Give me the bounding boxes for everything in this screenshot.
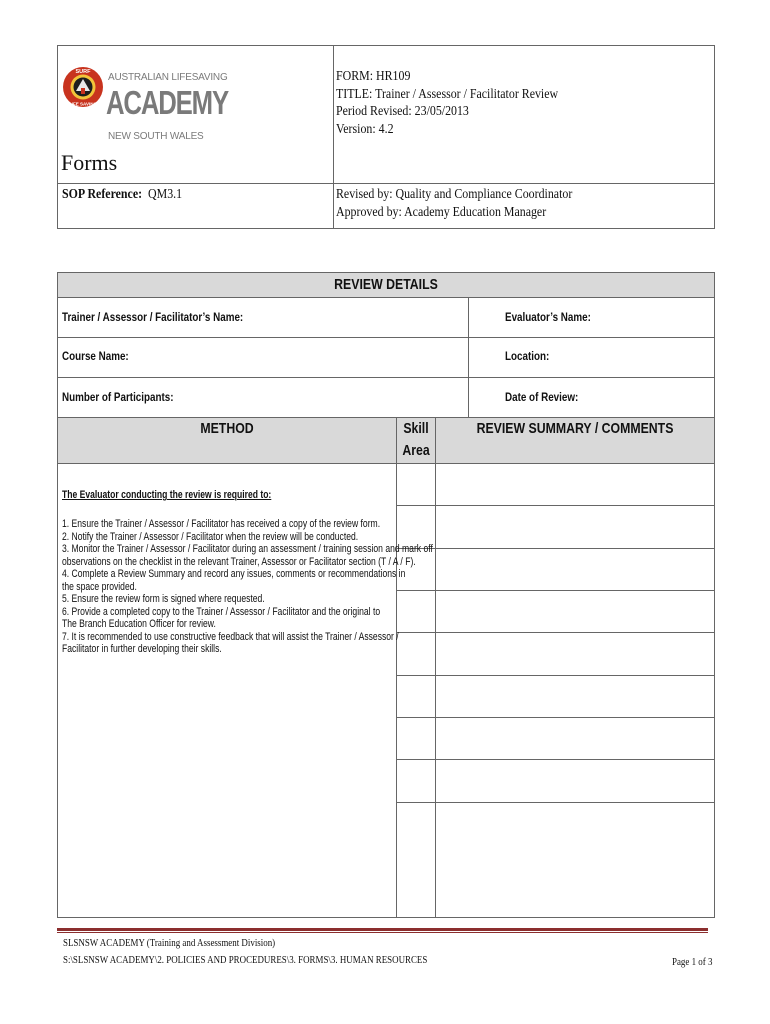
instruction-item: the space provided. bbox=[62, 580, 137, 593]
svg-text:LIFE SAVING: LIFE SAVING bbox=[69, 101, 97, 107]
form-number: FORM: HR109 bbox=[336, 69, 411, 84]
instruction-item: 3. Monitor the Trainer / Assessor / Facilitator during an assessment / training session and mark off bbox=[62, 543, 433, 555]
row-divider bbox=[57, 377, 715, 378]
svg-text:SURF: SURF bbox=[75, 69, 91, 75]
instruction-item: 1. Ensure the Trainer / Assessor / Facilitator has received a copy of the review form. bbox=[62, 518, 381, 530]
sop-reference-value: QM3.1 bbox=[148, 187, 183, 202]
instruction-item: 5. Ensure the review form is signed where requested. bbox=[62, 593, 265, 605]
instruction-item: 7. It is recommended to use constructive feedback that will assist the Trainer / Assessor / bbox=[62, 630, 399, 643]
page-number: Page 1 of 3 bbox=[672, 957, 713, 968]
academy-logo-seal bbox=[62, 66, 104, 108]
sop-reference bbox=[62, 186, 182, 204]
participants-label: Number of Participants: bbox=[62, 390, 174, 404]
row-divider bbox=[57, 463, 715, 464]
skill-area-header-line1: Skill bbox=[403, 420, 429, 437]
sop-reference-label: SOP Reference: bbox=[62, 187, 143, 202]
forms-label: Forms bbox=[61, 150, 118, 175]
footer-path: S:\SLSNSW ACADEMY\2. POLICIES AND PROCEDURES\3. FORMS\3. HUMAN RESOURCES bbox=[63, 955, 428, 966]
header-divider-horizontal bbox=[58, 183, 714, 184]
instruction-item: 2. Notify the Trainer / Assessor / Facilitator when the review will be conducted. bbox=[62, 530, 359, 543]
instruction-item: The Branch Education Officer for review. bbox=[62, 618, 216, 630]
period-revised: Period Revised: 23/05/2013 bbox=[336, 104, 469, 119]
instruction-item: observations on the checklist in the relevant Trainer, Assessor or Facilitator section (T / A / F). bbox=[62, 555, 416, 568]
logo-main-text: ACADEMY bbox=[106, 84, 228, 121]
form-title: TITLE: Trainer / Assessor / Facilitator Review bbox=[336, 86, 559, 102]
instructions-list bbox=[62, 518, 433, 656]
header-divider-vertical bbox=[333, 46, 334, 228]
method-column-header: METHOD bbox=[200, 420, 254, 437]
review-details-heading: REVIEW DETAILS bbox=[334, 276, 438, 293]
comment-row-divider bbox=[396, 590, 715, 591]
evaluator-name-label: Evaluator’s Name: bbox=[505, 310, 591, 324]
instruction-item: Facilitator in further developing their skills. bbox=[62, 643, 222, 655]
skill-column-right-divider bbox=[435, 417, 436, 918]
revision-info bbox=[336, 186, 572, 221]
instruction-item: 6. Provide a completed copy to the Trainer / Assessor / Facilitator and the original to bbox=[62, 605, 381, 618]
form-version: Version: 4.2 bbox=[336, 121, 394, 137]
comment-row-divider bbox=[396, 632, 715, 633]
footer-rule bbox=[57, 928, 708, 933]
revised-by: Revised by: Quality and Compliance Coordinator bbox=[336, 187, 573, 202]
comment-row-divider bbox=[396, 717, 715, 718]
comment-row-divider bbox=[396, 675, 715, 676]
footer-division: SLSNSW ACADEMY (Training and Assessment Division) bbox=[63, 938, 276, 949]
course-name-label: Course Name: bbox=[62, 349, 129, 363]
comment-row-divider bbox=[396, 548, 715, 549]
comment-row-divider bbox=[396, 759, 715, 760]
skill-column-left-divider bbox=[396, 417, 397, 918]
field-column-divider bbox=[468, 297, 469, 417]
form-meta bbox=[336, 68, 558, 138]
comment-row-divider bbox=[396, 505, 715, 506]
instruction-item: 4. Complete a Review Summary and record any issues, comments or recommendations in bbox=[62, 568, 406, 580]
skill-area-header-line2: Area bbox=[402, 442, 430, 459]
date-of-review-label: Date of Review: bbox=[505, 390, 579, 404]
approved-by: Approved by: Academy Education Manager bbox=[336, 204, 547, 220]
summary-column-header: REVIEW SUMMARY / COMMENTS bbox=[476, 420, 674, 437]
logo-bottom-text: NEW SOUTH WALES bbox=[108, 131, 204, 142]
instructions-intro: The Evaluator conducting the review is required to: bbox=[62, 489, 272, 501]
location-label: Location: bbox=[505, 349, 550, 363]
row-divider bbox=[57, 297, 715, 298]
trainer-name-label: Trainer / Assessor / Facilitator’s Name: bbox=[62, 310, 244, 324]
row-divider bbox=[57, 337, 715, 338]
comment-row-divider bbox=[396, 802, 715, 803]
logo-top-text: AUSTRALIAN LIFESAVING bbox=[108, 72, 228, 83]
